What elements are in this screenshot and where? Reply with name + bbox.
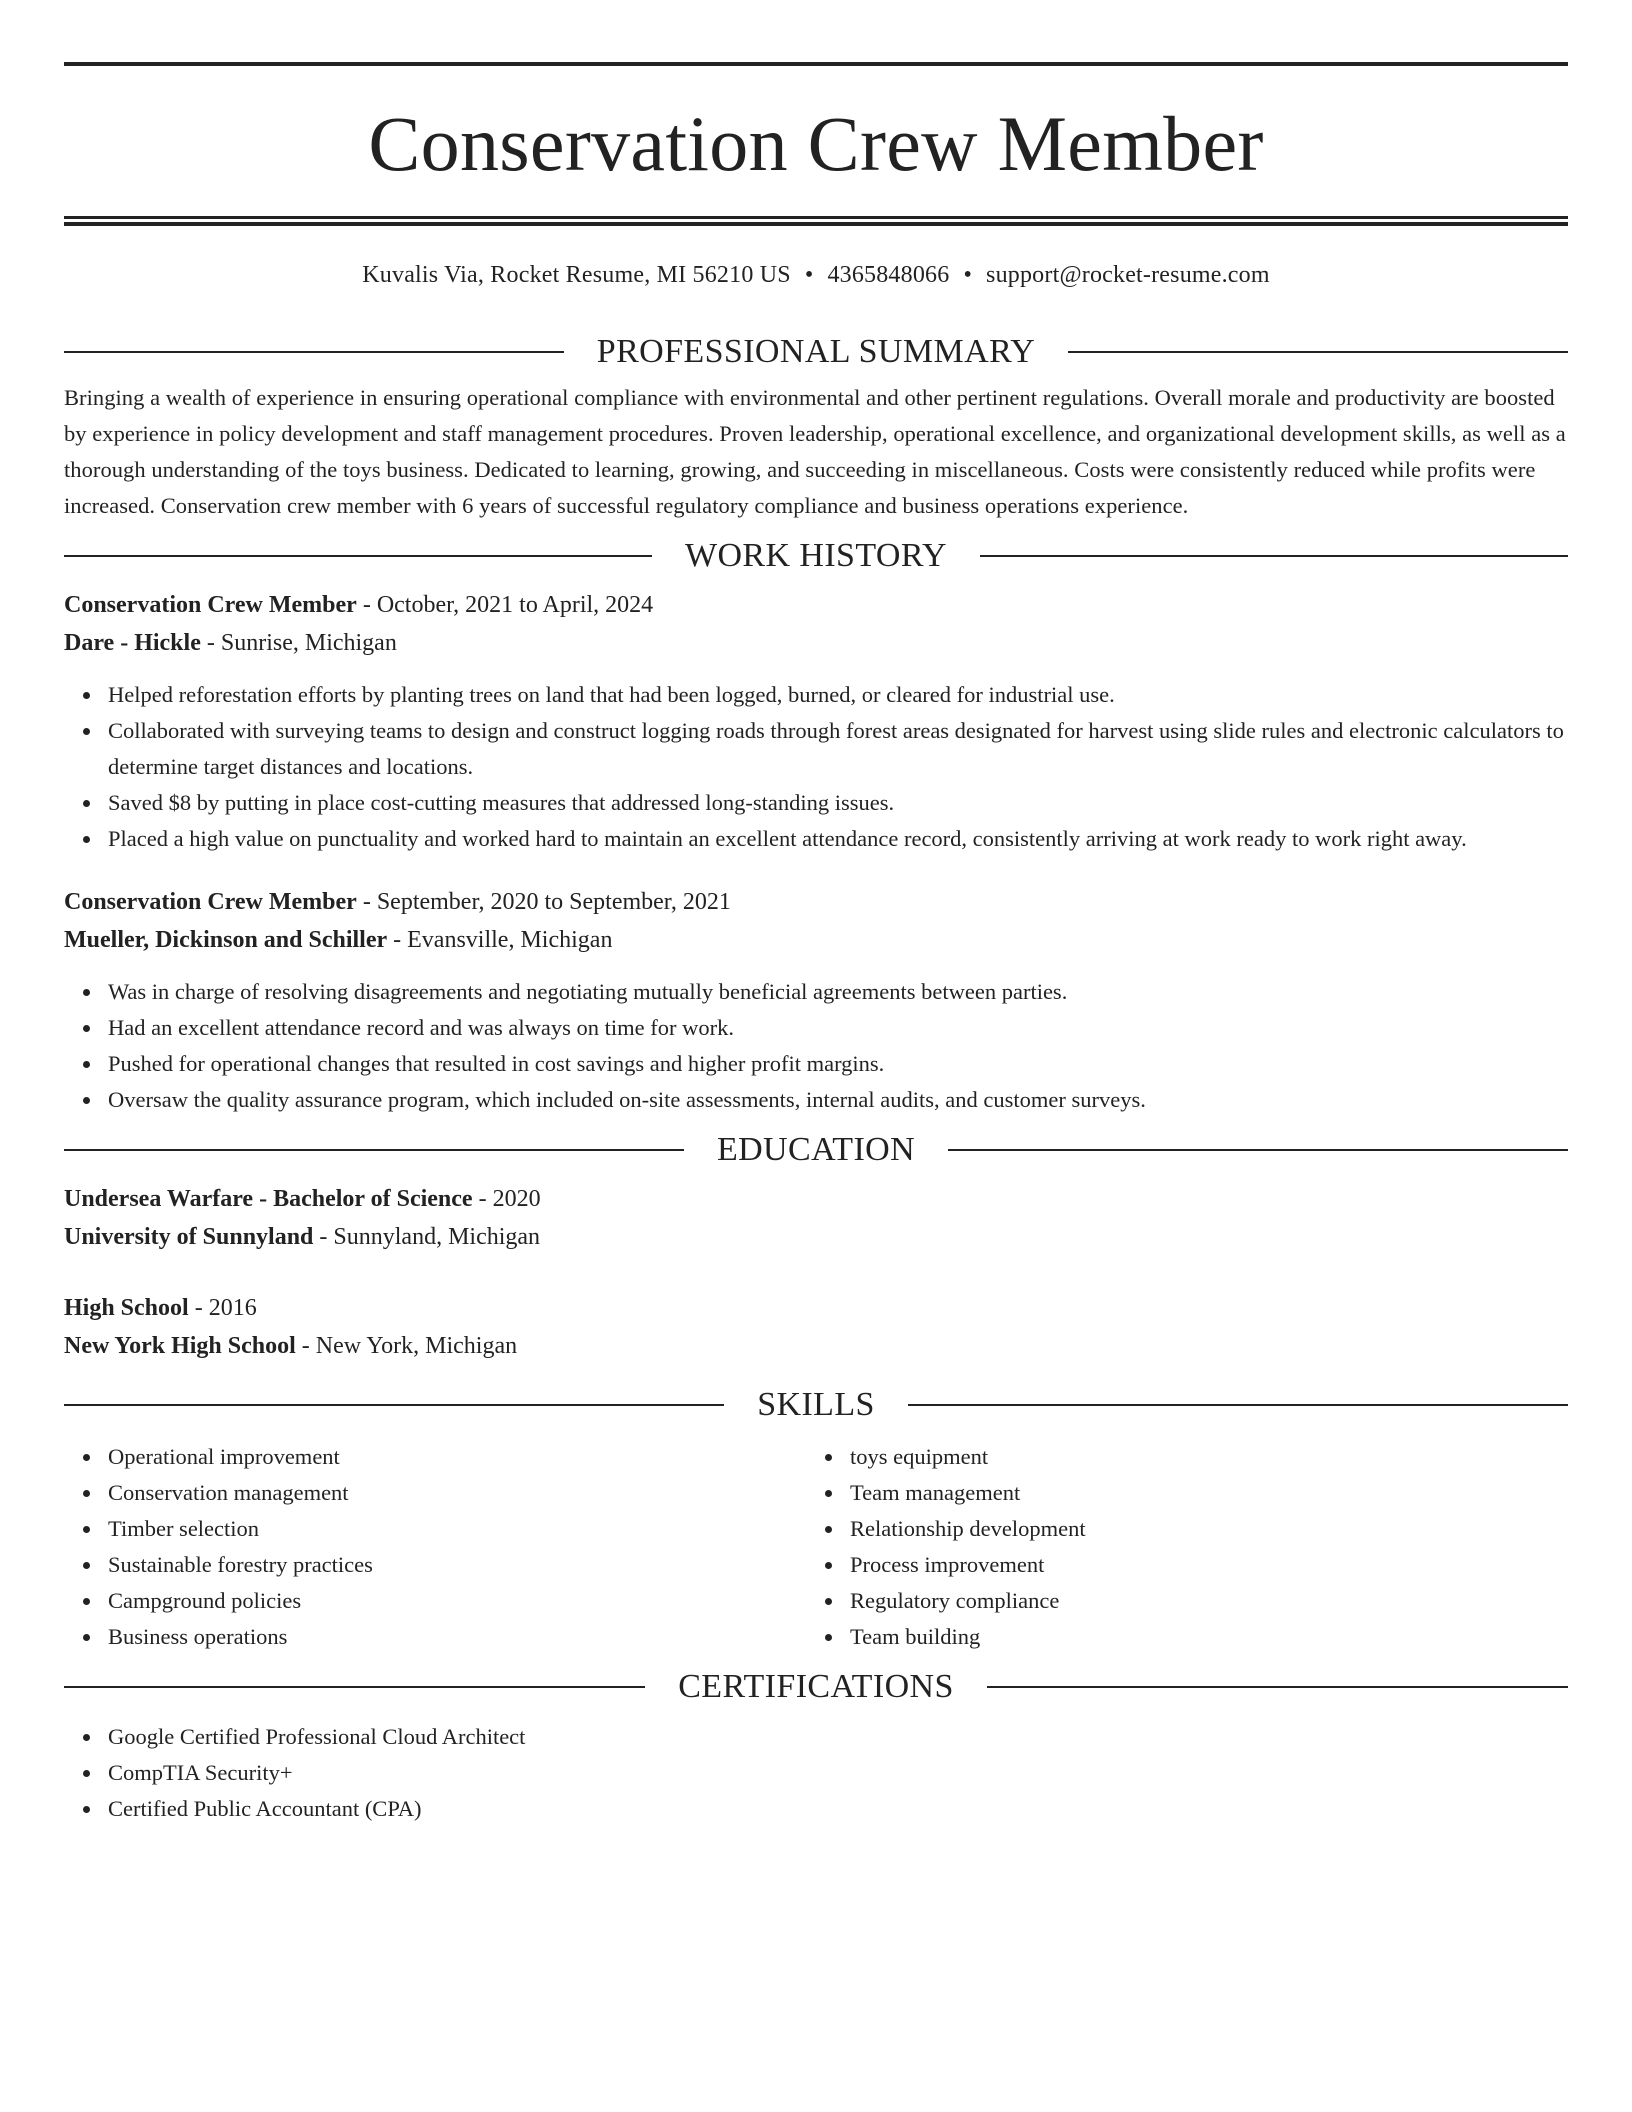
education-section-title: EDUCATION: [716, 1131, 916, 1168]
section-rule: [987, 1686, 1568, 1688]
job-title: Conservation Crew Member: [64, 592, 357, 618]
skill-item: toys equipment: [850, 1439, 1548, 1475]
job-title-line: [64, 883, 1568, 921]
skills-grid: [64, 1439, 1568, 1655]
skills-list: [64, 1439, 806, 1655]
section-rule: [64, 1404, 724, 1406]
skills-list: [806, 1439, 1548, 1655]
skills-section-header: [64, 1385, 1568, 1425]
job-bullet: Collaborated with surveying teams to design and construct logging roads through forest areas designated for harvest using slide rules and electronic calculators to determine target distances and locations.: [108, 713, 1568, 785]
skills-column-right: [806, 1439, 1548, 1655]
job-dates: - October, 2021 to April, 2024: [356, 592, 654, 618]
education-year: - 2016: [188, 1295, 257, 1321]
skill-item: Conservation management: [108, 1475, 806, 1511]
education-degree: Undersea Warfare - Bachelor of Science: [64, 1186, 473, 1212]
skill-item: Business operations: [108, 1619, 806, 1655]
education-section-header: [64, 1130, 1568, 1170]
section-rule: [980, 555, 1568, 557]
education-location: - Sunnyland, Michigan: [313, 1224, 541, 1250]
section-rule: [64, 555, 652, 557]
skill-item: Process improvement: [850, 1547, 1548, 1583]
skill-item: Team management: [850, 1475, 1548, 1511]
job-title-line: [64, 586, 1568, 624]
job-bullets: [64, 677, 1568, 857]
certification-item: Certified Public Accountant (CPA): [108, 1791, 1568, 1827]
job-bullet: Had an excellent attendance record and was always on time for work.: [108, 1010, 1568, 1046]
job-bullet: Helped reforestation efforts by planting trees on land that had been logged, burned, or cleared for industrial use.: [108, 677, 1568, 713]
job-location: - Sunrise, Michigan: [200, 630, 397, 656]
education-school-line: [64, 1327, 1568, 1365]
certifications-section-header: [64, 1667, 1568, 1707]
education-degree: High School: [64, 1295, 189, 1321]
job-dates: - September, 2020 to September, 2021: [356, 889, 731, 915]
skills-section-title: SKILLS: [757, 1386, 875, 1423]
education-school-line: [64, 1218, 1568, 1256]
job-employer-line: [64, 921, 1568, 959]
contact-phone: 4365848066: [827, 262, 950, 288]
education-entry: [64, 1180, 1568, 1256]
skill-item: Sustainable forestry practices: [108, 1547, 806, 1583]
education-school: University of Sunnyland: [64, 1224, 314, 1250]
section-rule: [908, 1404, 1568, 1406]
job-employer: Mueller, Dickinson and Schiller: [64, 927, 388, 953]
job-employer: Dare - Hickle: [64, 630, 201, 656]
job-bullets: [64, 974, 1568, 1118]
job-employer-line: [64, 624, 1568, 662]
work-section-title: WORK HISTORY: [684, 537, 948, 574]
job-bullet: Placed a high value on punctuality and worked hard to maintain an excellent attendance record, consistently arriving at work ready to work right away.: [108, 821, 1568, 857]
top-rule: [64, 62, 1568, 66]
job-bullet: Oversaw the quality assurance program, which included on-site assessments, internal audits, and customer surveys.: [108, 1082, 1568, 1118]
section-rule: [64, 1149, 684, 1151]
section-rule: [64, 1686, 645, 1688]
skill-item: Operational improvement: [108, 1439, 806, 1475]
education-location: - New York, Michigan: [295, 1333, 518, 1359]
certification-item: Google Certified Professional Cloud Architect: [108, 1719, 1568, 1755]
skill-item: Relationship development: [850, 1511, 1548, 1547]
contact-separator: •: [963, 262, 973, 288]
summary-section-header: [64, 332, 1568, 372]
job-bullet: Saved $8 by putting in place cost-cutting measures that addressed long-standing issues.: [108, 785, 1568, 821]
work-section-header: [64, 536, 1568, 576]
education-degree-line: [64, 1180, 1568, 1218]
job-bullet: Pushed for operational changes that resulted in cost savings and higher profit margins.: [108, 1046, 1568, 1082]
contact-email: support@rocket-resume.com: [986, 262, 1270, 288]
job-title: Conservation Crew Member: [64, 889, 357, 915]
job-location: - Evansville, Michigan: [387, 927, 613, 953]
certification-item: CompTIA Security+: [108, 1755, 1568, 1791]
job-bullet: Was in charge of resolving disagreements and negotiating mutually beneficial agreements between parties.: [108, 974, 1568, 1010]
education-degree-line: [64, 1289, 1568, 1327]
skill-item: Timber selection: [108, 1511, 806, 1547]
summary-section-title: PROFESSIONAL SUMMARY: [596, 333, 1036, 370]
job-entry: [64, 883, 1568, 1118]
skill-item: Campground policies: [108, 1583, 806, 1619]
contact-address: Kuvalis Via, Rocket Resume, MI 56210 US: [362, 262, 791, 288]
education-year: - 2020: [472, 1186, 541, 1212]
resume-name: Conservation Crew Member: [368, 100, 1264, 187]
skill-item: Regulatory compliance: [850, 1583, 1548, 1619]
summary-text: Bringing a wealth of experience in ensuring operational compliance with environmental and other pertinent regulations. Overall morale and productivity are boosted by experience in policy development and staff management procedures. Proven leadership, operational excellence, and organizational development skills, as well as a thorough understanding of the toys business. Dedicated to learning, growing, and succeeding in miscellaneous. Costs were consistently reduced while profits were increased. Conservation crew member with 6 years of successful regulatory compliance and business operations experience.: [64, 385, 1566, 518]
education-school: New York High School: [64, 1333, 296, 1359]
education-entry: [64, 1289, 1568, 1365]
section-rule: [948, 1149, 1568, 1151]
contact-line: [64, 260, 1568, 290]
skill-item: Team building: [850, 1619, 1548, 1655]
section-rule: [1068, 351, 1568, 353]
certifications-section-title: CERTIFICATIONS: [678, 1668, 954, 1705]
section-rule: [64, 351, 564, 353]
job-entry: [64, 586, 1568, 857]
skills-column-left: [64, 1439, 806, 1655]
contact-separator: •: [804, 262, 814, 288]
header-double-rule: [64, 216, 1568, 226]
certifications-list: [64, 1719, 1568, 1827]
